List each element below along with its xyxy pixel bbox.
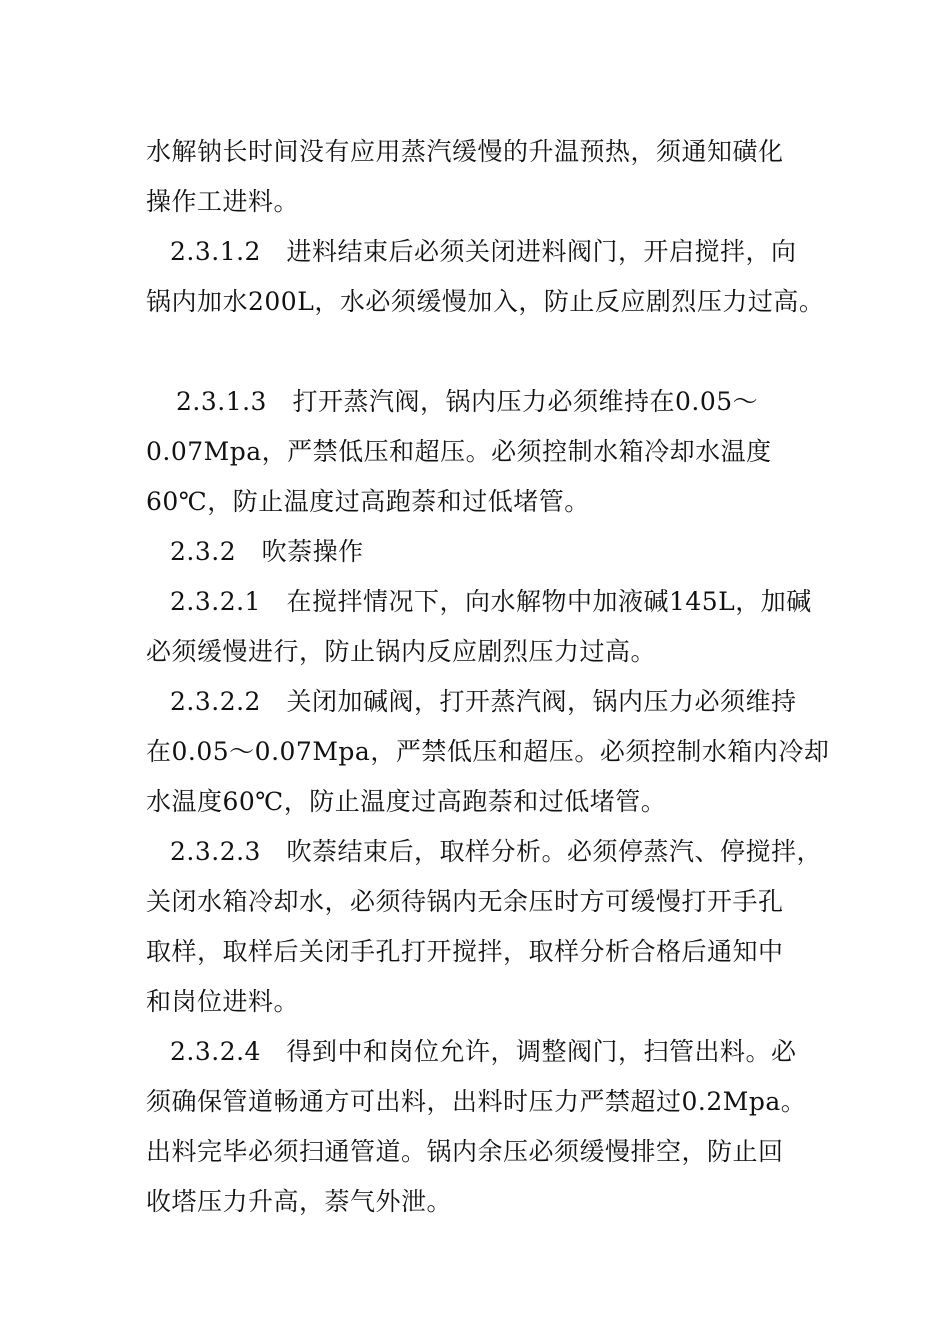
text-line: 水解钠长时间没有应用蒸汽缓慢的升温预热，须通知磺化 xyxy=(146,137,784,166)
text-line: 在0.05～0.07Mpa，严禁低压和超压。必须控制水箱内冷却 xyxy=(146,737,830,766)
text-line: 2.3.2.4 得到中和岗位允许，调整阀门，扫管出料。必 xyxy=(170,1037,797,1066)
text-line: 水温度60℃，防止温度过高跑萘和过低堵管。 xyxy=(146,787,667,816)
text-line: 60℃，防止温度过高跑萘和过低堵管。 xyxy=(146,487,590,516)
text-line: 2.3.2.3 吹萘结束后，取样分析。必须停蒸汽、停搅拌， xyxy=(170,837,822,866)
section-heading: 2.3.2 吹萘操作 xyxy=(170,537,364,566)
text-line: 0.07Mpa，严禁低压和超压。必须控制水箱冷却水温度 xyxy=(146,437,772,466)
text-line: 2.3.1.2 进料结束后必须关闭进料阀门，开启搅拌，向 xyxy=(170,237,797,266)
text-line: 操作工进料。 xyxy=(146,187,300,216)
text-line: 锅内加水200L，水必须缓慢加入，防止反应剧烈压力过高。 xyxy=(146,287,825,316)
text-line: 2.3.2.1 在搅拌情况下，向水解物中加液碱145L，加碱 xyxy=(170,587,812,616)
text-line: 取样，取样后关闭手孔打开搅拌，取样分析合格后通知中 xyxy=(146,937,784,966)
text-line: 收塔压力升高，萘气外泄。 xyxy=(146,1187,453,1216)
text-line: 关闭水箱冷却水，必须待锅内无余压时方可缓慢打开手孔 xyxy=(146,887,784,916)
text-line: 必须缓慢进行，防止锅内反应剧烈压力过高。 xyxy=(146,637,657,666)
text-line: 2.3.2.2 关闭加碱阀，打开蒸汽阀，锅内压力必须维持 xyxy=(170,687,797,716)
text-line: 出料完毕必须扫通管道。锅内余压必须缓慢排空，防止回 xyxy=(146,1137,784,1166)
text-line: 须确保管道畅通方可出料，出料时压力严禁超过0.2Mpa。 xyxy=(146,1087,807,1116)
text-line: 2.3.1.3 打开蒸汽阀，锅内压力必须维持在0.05～ xyxy=(176,387,759,416)
text-line: 和岗位进料。 xyxy=(146,987,300,1016)
